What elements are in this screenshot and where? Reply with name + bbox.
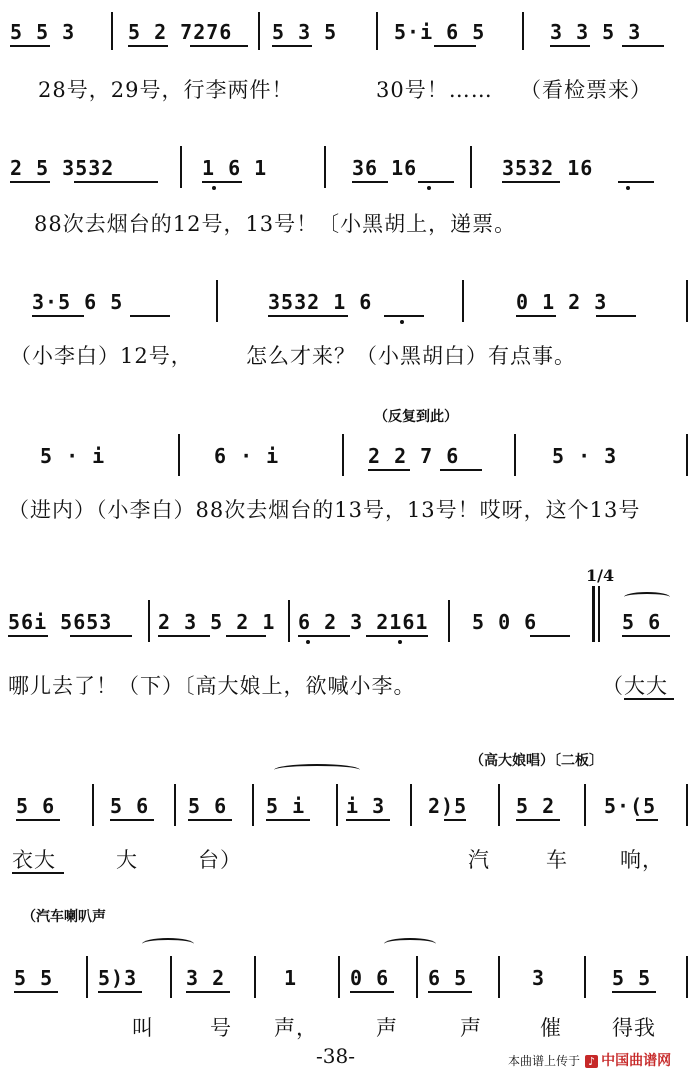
underline-beat: [516, 819, 560, 821]
slur-mark: [274, 764, 360, 776]
notation-measure: 6 5: [428, 966, 468, 990]
bar-line: [470, 146, 472, 188]
bar-line: [686, 784, 688, 826]
notation-measure: 0 1 2 3: [516, 290, 608, 314]
bar-line: [448, 600, 450, 642]
bar-line: [584, 784, 586, 826]
notation-measure: 0 6: [350, 966, 390, 990]
page-number: -38-: [316, 1044, 355, 1068]
lyric-underline: [12, 872, 64, 874]
double-bar-line: [598, 586, 600, 642]
brand-logo-icon: ♪: [585, 1055, 598, 1068]
bar-line: [174, 784, 176, 826]
lower-octave-dot: [306, 640, 310, 644]
underline-beat: [128, 45, 168, 47]
notation-measure: 5 5 3: [10, 20, 76, 44]
underline-beat: [366, 635, 428, 637]
bar-line: [410, 784, 412, 826]
bar-line: [336, 784, 338, 826]
lyric-text: （大大: [602, 674, 668, 698]
notation-measure: 3532 16: [502, 156, 594, 180]
notation-measure: 5 i: [266, 794, 306, 818]
bar-line: [462, 280, 464, 322]
bar-line: [686, 280, 688, 322]
bar-line: [254, 956, 256, 998]
notation-measure: 56i 5653: [8, 610, 113, 634]
notation-measure: 6 · i: [214, 444, 280, 468]
notation-measure: 5 · 3: [552, 444, 618, 468]
underline-beat: [14, 991, 58, 993]
lower-octave-dot: [212, 186, 216, 190]
underline-beat: [74, 181, 158, 183]
bar-line: [288, 600, 290, 642]
sound-effect-note: （汽车喇叭声: [22, 909, 106, 925]
bar-line: [584, 956, 586, 998]
bar-line: [258, 12, 260, 50]
lyric-text: 28号，29号，行李两件！: [38, 78, 294, 102]
bar-line: [522, 12, 524, 50]
underline-beat: [502, 181, 560, 183]
underline-beat: [440, 469, 482, 471]
bar-line: [111, 12, 113, 50]
notation-measure: 5 2 7276: [128, 20, 233, 44]
lyric-underline: [624, 698, 674, 700]
bar-line: [498, 956, 500, 998]
underline-beat: [618, 181, 654, 183]
lyric-text: 叫: [132, 1016, 154, 1040]
underline-beat: [10, 45, 50, 47]
underline-beat: [428, 991, 472, 993]
lower-octave-dot: [398, 640, 402, 644]
underline-beat: [622, 635, 670, 637]
lyric-text: （看检票来）: [520, 78, 652, 102]
notation-measure: 5 5: [14, 966, 54, 990]
lyric-text: 号: [210, 1016, 232, 1040]
notation-measure: 5 3 5: [272, 20, 338, 44]
lyric-text: 衣大: [12, 848, 56, 872]
notation-measure: 5 · i: [40, 444, 106, 468]
bar-line: [178, 434, 180, 476]
watermark: [508, 1050, 671, 1070]
bar-line: [216, 280, 218, 322]
bar-line: [686, 956, 688, 998]
notation-measure: 5·i 6 5: [394, 20, 486, 44]
lyric-text: 大: [116, 848, 138, 872]
lyric-text: 怎么才来？（小黑胡白）有点事。: [246, 344, 576, 368]
lyric-text: 声: [376, 1016, 398, 1040]
lower-octave-dot: [427, 186, 431, 190]
underline-beat: [636, 819, 658, 821]
notation-measure: 5·(5: [604, 794, 657, 818]
notation-measure: i 3: [346, 794, 386, 818]
lyric-text: 30号！……: [376, 78, 493, 102]
bar-line: [416, 956, 418, 998]
underline-beat: [130, 315, 170, 317]
bar-line: [92, 784, 94, 826]
underline-beat: [110, 819, 154, 821]
notation-measure: 6 2 3 2161: [298, 610, 429, 634]
underline-beat: [352, 181, 388, 183]
underline-beat: [98, 991, 142, 993]
underline-beat: [268, 315, 348, 317]
notation-measure: 5 6: [16, 794, 56, 818]
bar-line: [324, 146, 326, 188]
underline-beat: [298, 635, 350, 637]
slur-mark: [142, 938, 194, 950]
notation-measure: 3 3 5 3: [550, 20, 642, 44]
underline-beat: [158, 635, 210, 637]
notation-measure: 36 16: [352, 156, 418, 180]
notation-measure: 5 6: [110, 794, 150, 818]
lower-octave-dot: [400, 320, 404, 324]
bar-line: [514, 434, 516, 476]
notation-measure: 5)3: [98, 966, 138, 990]
underline-beat: [226, 635, 266, 637]
bar-line: [170, 956, 172, 998]
bar-line: [376, 12, 378, 50]
lyric-text: 88次去烟台的12号，13号！〔小黑胡上，递票。: [34, 212, 517, 236]
tie-mark: [624, 592, 670, 602]
bar-line: [180, 146, 182, 188]
lyric-text: （小李白）12号，: [10, 344, 193, 368]
underline-beat: [190, 45, 248, 47]
lyric-text: 催: [540, 1016, 562, 1040]
bar-line: [252, 784, 254, 826]
bar-line: [498, 784, 500, 826]
time-signature: 1/4: [586, 566, 615, 585]
notation-measure: 3: [532, 966, 546, 990]
bar-line: [338, 956, 340, 998]
underline-beat: [272, 45, 312, 47]
underline-beat: [8, 635, 48, 637]
underline-beat: [368, 469, 410, 471]
underline-beat: [444, 819, 466, 821]
underline-beat: [10, 181, 50, 183]
notation-measure: 3 2: [186, 966, 226, 990]
underline-beat: [346, 819, 390, 821]
underline-beat: [596, 315, 636, 317]
underline-beat: [266, 819, 310, 821]
notation-measure: 5 2: [516, 794, 556, 818]
notation-measure: 5 0 6: [472, 610, 538, 634]
underline-beat: [32, 315, 84, 317]
notation-measure: 3532 1 6: [268, 290, 373, 314]
watermark-text: 本曲谱上传于: [508, 1054, 581, 1068]
underline-beat: [384, 315, 424, 317]
underline-beat: [70, 635, 132, 637]
lyric-text: 汽: [468, 848, 490, 872]
notation-measure: 3·5 6 5: [32, 290, 124, 314]
underline-beat: [16, 819, 60, 821]
lyric-text: （进内）（小李白）88次去烟台的13号，13号！哎呀，这个13号: [8, 498, 641, 522]
underline-beat: [350, 991, 394, 993]
bar-line: [148, 600, 150, 642]
underline-beat: [622, 45, 664, 47]
lyric-text: 车: [546, 848, 568, 872]
underline-beat: [188, 819, 232, 821]
underline-beat: [530, 635, 570, 637]
slur-mark: [384, 938, 436, 950]
notation-measure: 5 6: [188, 794, 228, 818]
lyric-text: 声，: [274, 1016, 318, 1040]
lyric-text: 得我: [612, 1016, 656, 1040]
notation-measure: 1: [284, 966, 298, 990]
notation-measure: 2 3 5 2 1: [158, 610, 276, 634]
brand-name: 中国曲谱网: [601, 1052, 672, 1068]
performance-note: （高大娘唱）〔二板〕: [470, 753, 603, 769]
lyric-text: 响，: [620, 848, 664, 872]
underline-beat: [516, 315, 556, 317]
underline-beat: [418, 181, 454, 183]
notation-measure: 5 5: [612, 966, 652, 990]
underline-beat: [434, 45, 476, 47]
underline-beat: [186, 991, 230, 993]
lyric-text: 台）: [198, 848, 242, 872]
notation-measure: 5 6: [622, 610, 662, 634]
lyric-text: 声: [460, 1016, 482, 1040]
bar-line: [86, 956, 88, 998]
underline-beat: [202, 181, 242, 183]
underline-beat: [612, 991, 656, 993]
lower-octave-dot: [626, 186, 630, 190]
repeat-marking: （反复到此）: [374, 409, 458, 425]
notation-measure: 2 2 7 6: [368, 444, 460, 468]
notation-measure: 1 6 1: [202, 156, 268, 180]
notation-measure: 2)5: [428, 794, 468, 818]
underline-beat: [550, 45, 590, 47]
bar-line: [342, 434, 344, 476]
bar-line: [686, 434, 688, 476]
lyric-text: 哪儿去了！（下）〔高大娘上，欲喊小李。: [8, 674, 416, 698]
double-bar-line: [592, 586, 595, 642]
notation-measure: 2 5 3532: [10, 156, 115, 180]
